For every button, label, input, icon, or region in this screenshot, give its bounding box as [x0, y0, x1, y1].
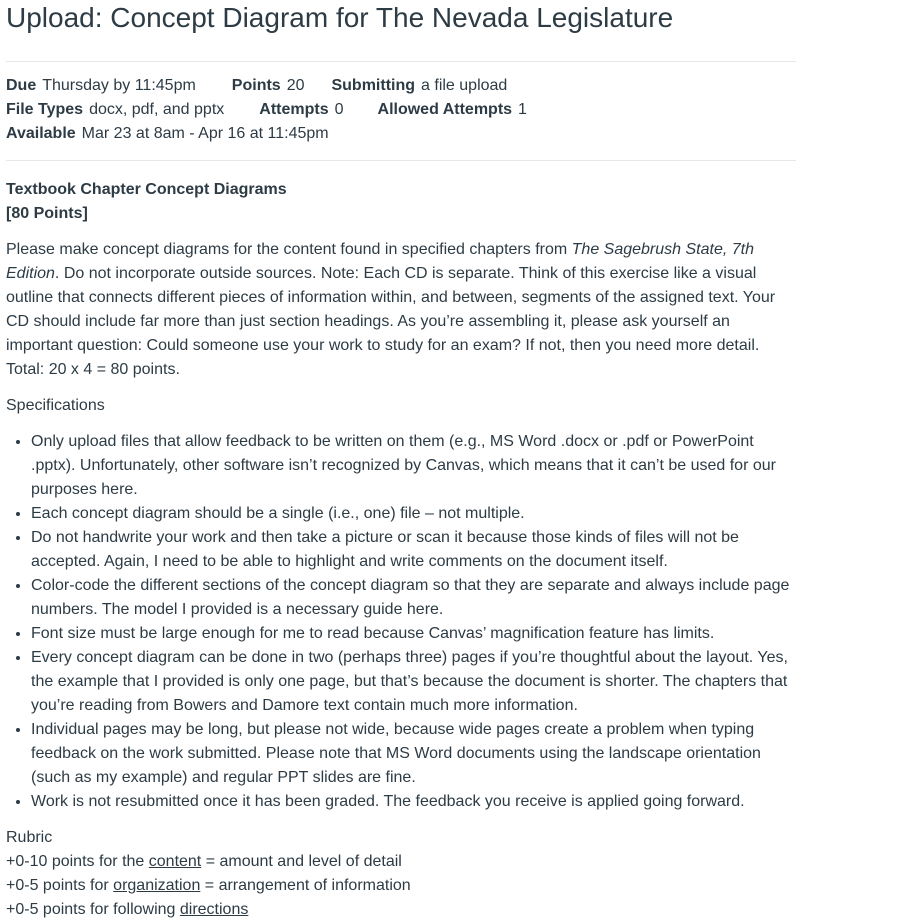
rubric-line: +0-5 points for organization = arrangement of information: [6, 877, 411, 894]
details-row-2: [6, 98, 796, 122]
details-row-1: [6, 74, 796, 98]
rubric-line: +0-5 points for following directions: [6, 901, 249, 918]
list-item: • Only upload files that allow feedback to be written on them (e.g., MS Word .docx or .pdf or PowerPoint .pptx). Unfortunately, other software isn’t recognized by Canvas, which means that it can’t be used for our purposes here.: [31, 430, 796, 502]
submission-type: Submitting a file upload: [331, 77, 508, 94]
description-heading: Textbook Chapter Concept Diagrams: [6, 181, 287, 198]
specifications-heading: Specifications: [6, 397, 105, 414]
list-item: • Work is not resubmitted once it has been graded. The feedback you receive is applied going forward.: [31, 790, 796, 814]
points: Points 20: [231, 77, 305, 94]
assignment-details: [6, 62, 796, 160]
attempts: Attempts 0: [259, 101, 344, 118]
rubric-line: +0-10 points for the content = amount and level of detail: [6, 853, 402, 870]
list-item: • Each concept diagram should be a single (i.e., one) file – not multiple.: [31, 502, 796, 526]
assignment-description: [6, 161, 796, 922]
specifications-list: [6, 430, 796, 814]
book-title: The Sagebrush State, 7th Edition: [6, 241, 754, 282]
assignment-title: Upload: Concept Diagram for The Nevada Legislature: [6, 2, 674, 33]
file-types: File Types docx, pdf, and pptx: [6, 101, 225, 118]
list-item: • Font size must be large enough for me to read because Canvas’ magnification feature has limits.: [31, 622, 796, 646]
description-intro: Please make concept diagrams for the content found in specified chapters from The Sagebrush State, 7th Edition. Do not incorporate outside sources. Note: Each CD is separate. Think of this exercise like a visual outline that connects different pieces of information within, and between, segments of the assigned text. Your CD should include far more than just section headings. As you’re assembling it, please ask yourself an important question: Could someone use your work to study for an exam? If not, then you need more detail. Total: 20 x 4 = 80 points.: [6, 241, 776, 378]
allowed-attempts: Allowed Attempts 1: [377, 101, 527, 118]
list-item: • Do not handwrite your work and then take a picture or scan it because those kinds of files will not be accepted. Again, I need to be able to highlight and write comments on the document itself.: [31, 526, 796, 574]
description-subheading: [80 Points]: [6, 205, 88, 222]
details-row-3: [6, 122, 796, 146]
due-date: Due Thursday by 11:45pm: [6, 77, 196, 94]
availability: Available Mar 23 at 8am - Apr 16 at 11:45pm: [6, 125, 329, 142]
list-item: • Individual pages may be long, but please not wide, because wide pages create a problem when typing feedback on the work submitted. Please note that MS Word documents using the landscape orientation (such as my example) and regular PPT slides are fine.: [31, 718, 796, 790]
list-item: • Every concept diagram can be done in two (perhaps three) pages if you’re thoughtful about the layout. Yes, the example that I provided is only one page, but that’s because the document is shorter. The chapters that you’re reading from Bowers and Damore text contain much more information.: [31, 646, 796, 718]
list-item: • Color-code the different sections of the concept diagram so that they are separate and always include page numbers. The model I provided is a necessary guide here.: [31, 574, 796, 622]
rubric-heading: Rubric: [6, 829, 53, 846]
